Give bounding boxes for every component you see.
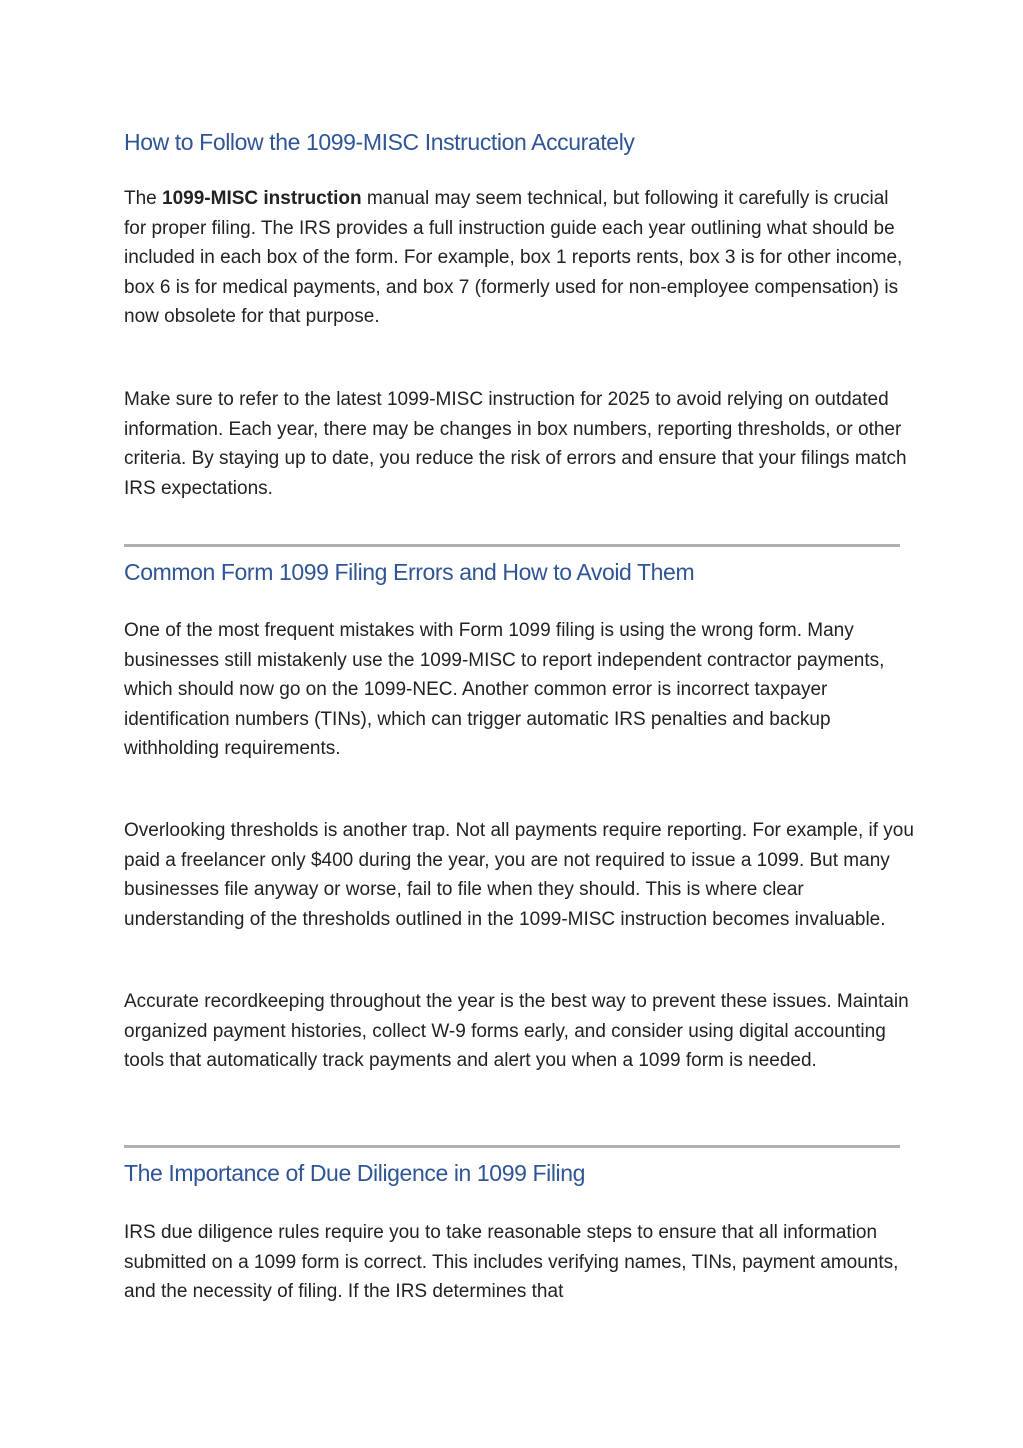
section-divider	[124, 1145, 900, 1148]
paragraph-instruction-intro	[124, 184, 914, 332]
paragraph-text: The	[124, 188, 163, 209]
paragraph-wrong-form: One of the most frequent mistakes with Form 1099 filing is using the wrong form. Many businesses still mistakenly use the 1099-MISC to report independent contractor payments, which should now go on the 1099-NEC. Another common error is incorrect taxpayer identification numbers (TINs), which can trigger automatic IRS penalties and backup withholding requirements.	[124, 620, 885, 759]
section-heading-common-errors: Common Form 1099 Filing Errors and How to Avoid Them	[124, 559, 695, 585]
section-heading-1099-misc-instruction: How to Follow the 1099-MISC Instruction Accurately	[124, 129, 635, 155]
paragraph-due-diligence: IRS due diligence rules require you to take reasonable steps to ensure that all information submitted on a 1099 form is correct. This includes verifying names, TINs, payment amounts, and the necessity of filing. If the IRS determines that	[124, 1222, 899, 1302]
paragraph-recordkeeping: Accurate recordkeeping throughout the year is the best way to prevent these issues. Maintain organized payment histories, collect W-9 forms early, and consider using digital accounting tools that automatically track payments and alert you when a 1099 form is needed.	[124, 991, 909, 1071]
bold-term-1099-misc-instruction: 1099-MISC instruction	[162, 188, 362, 209]
paragraph-latest-instruction: Make sure to refer to the latest 1099-MISC instruction for 2025 to avoid relying on outdated information. Each year, there may be changes in box numbers, reporting thresholds, or other criteria. By staying up to date, you reduce the risk of errors and ensure that your filings match IRS expectations.	[124, 389, 907, 499]
paragraph-thresholds: Overlooking thresholds is another trap. Not all payments require reporting. For example, if you paid a freelancer only $400 during the year, you are not required to issue a 1099. But many businesses file anyway or worse, fail to file when they should. This is where clear understanding of the thresholds outlined in the 1099-MISC instruction becomes invaluable.	[124, 820, 914, 930]
paragraph-text: manual may seem technical, but following it carefully is crucial for proper filing. The IRS provides a full instruction guide each year outlining what should be included in each box of the form. For example, box 1 reports rents, box 3 is for other income, box 6 is for medical payments, and box 7 (formerly used for non-employee compensation) is now obsolete for that purpose.	[124, 188, 903, 327]
section-heading-due-diligence: The Importance of Due Diligence in 1099 Filing	[124, 1160, 586, 1186]
section-divider	[124, 544, 900, 547]
